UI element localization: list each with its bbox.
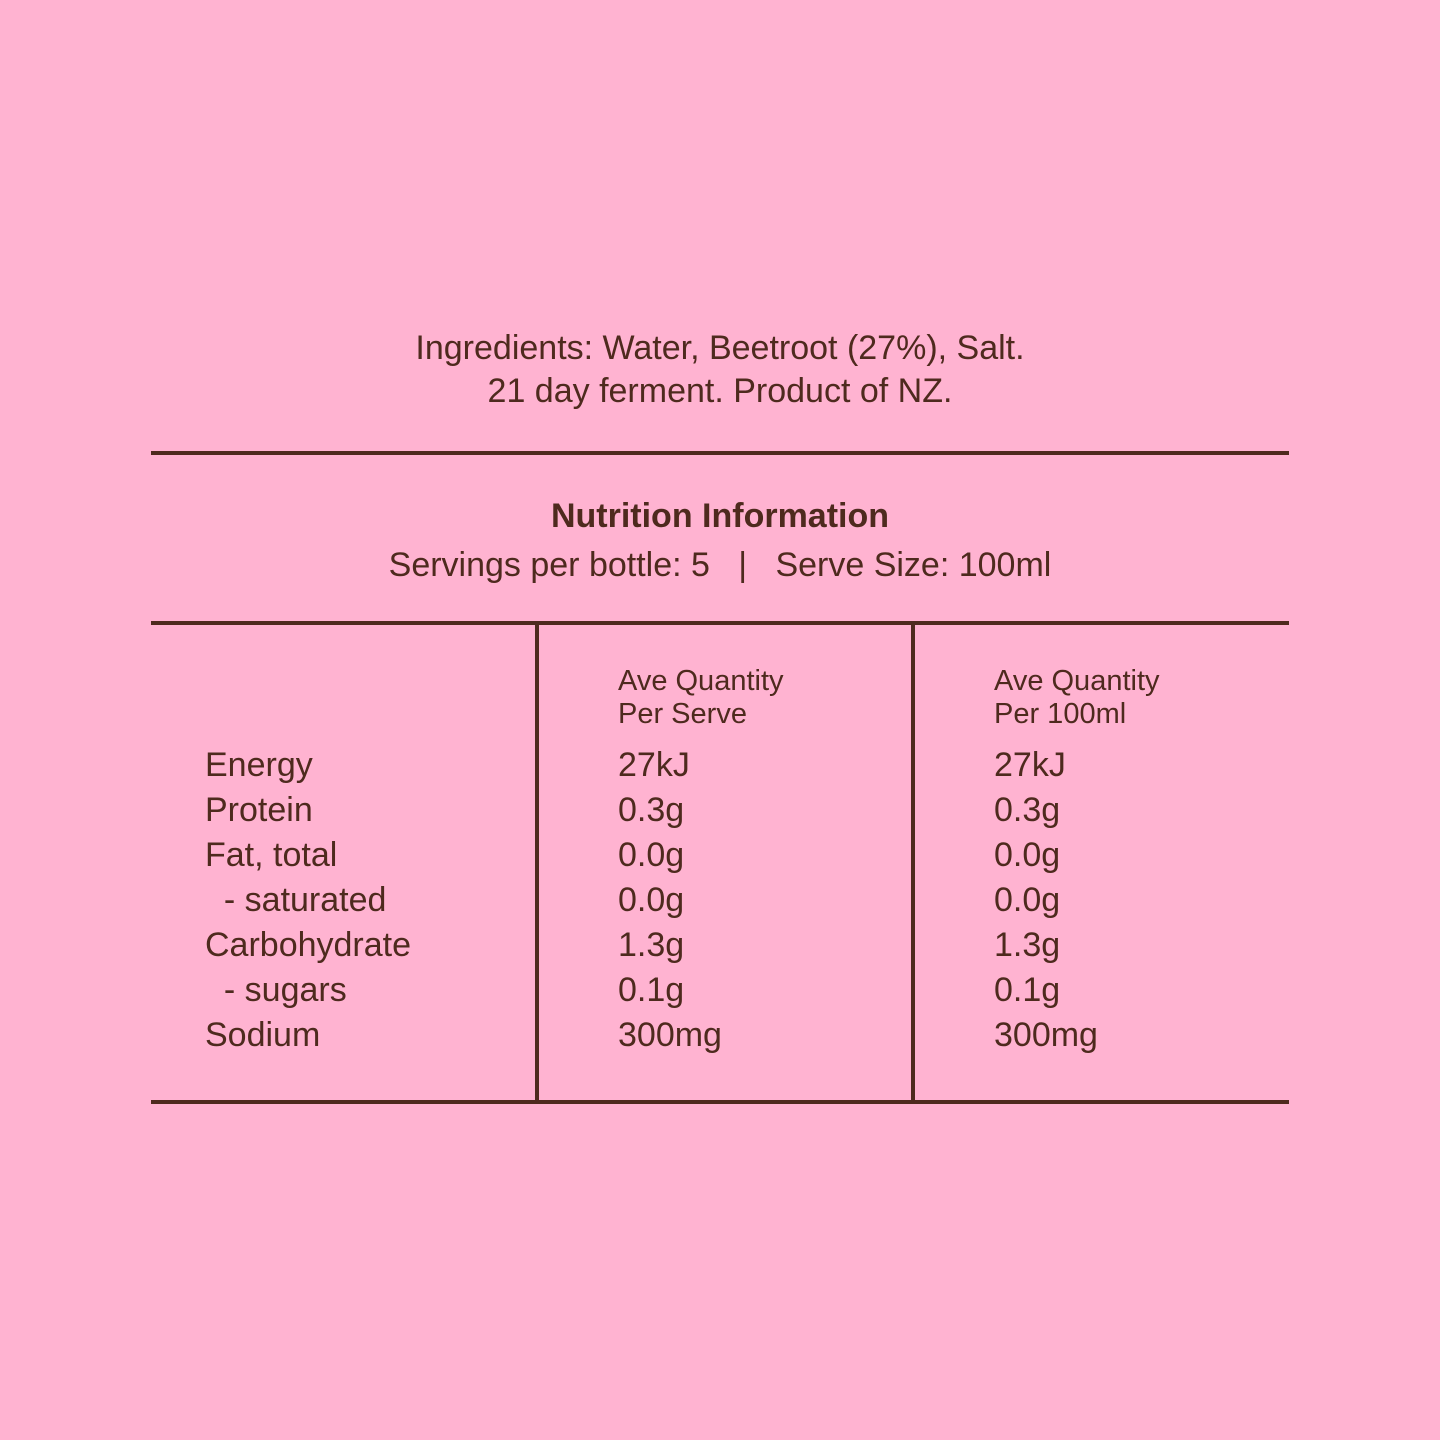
per-serve-value: 0.1g [618, 971, 685, 1009]
per-serve-value: 300mg [618, 1016, 722, 1054]
divider-top [151, 451, 1289, 455]
per-100ml-value: 1.3g [994, 926, 1061, 964]
nutrition-title: Nutrition Information [550, 497, 890, 535]
table-top-rule [151, 621, 1289, 625]
ingredients-line-1: Ingredients: Water, Beetroot (27%), Salt. [415, 329, 1025, 367]
column-header-per-100ml-line-2: Per 100ml [994, 698, 1127, 730]
nutrient-label: Fat, total [205, 836, 338, 874]
per-100ml-value: 27kJ [994, 746, 1066, 784]
column-divider-2 [911, 621, 915, 1104]
nutrient-label: Sodium [205, 1016, 321, 1054]
nutrient-label: Protein [205, 791, 313, 829]
per-serve-value: 0.3g [618, 791, 685, 829]
nutrient-label: - sugars [205, 971, 347, 1009]
column-header-per-serve-line-2: Per Serve [618, 698, 747, 730]
ingredients-line-2: 21 day ferment. Product of NZ. [487, 372, 953, 410]
nutrient-label: Energy [205, 746, 313, 784]
per-serve-value: 0.0g [618, 881, 685, 919]
column-divider-1 [535, 621, 539, 1104]
per-serve-value: 0.0g [618, 836, 685, 874]
table-bottom-rule [151, 1100, 1289, 1104]
per-100ml-value: 0.1g [994, 971, 1061, 1009]
servings-line: Servings per bottle: 5 | Serve Size: 100ml [388, 546, 1052, 584]
column-header-per-serve-line-1: Ave Quantity [618, 665, 784, 697]
per-serve-value: 27kJ [618, 746, 690, 784]
nutrient-label: Carbohydrate [205, 926, 412, 964]
nutrient-label: - saturated [205, 881, 387, 919]
per-serve-value: 1.3g [618, 926, 685, 964]
per-100ml-value: 300mg [994, 1016, 1098, 1054]
per-100ml-value: 0.0g [994, 881, 1061, 919]
column-header-per-100ml [994, 665, 1160, 731]
column-header-per-100ml-line-1: Ave Quantity [994, 665, 1160, 697]
per-100ml-value: 0.3g [994, 791, 1061, 829]
per-100ml-value: 0.0g [994, 836, 1061, 874]
column-header-per-serve [618, 665, 784, 731]
